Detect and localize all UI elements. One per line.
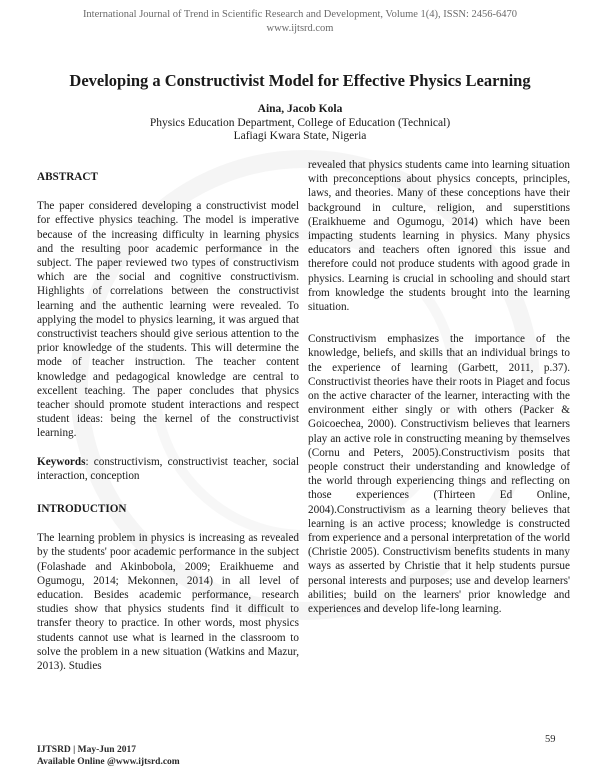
- footer: [37, 744, 180, 768]
- affiliation-line-1: Physics Education Department, College of Education (Technical): [149, 116, 451, 129]
- author-block: [0, 103, 600, 144]
- abstract-text: The paper considered developing a constructivist model for effective physics teaching. The model is imperative because of the increasing difficulty in learning physics and the resulting poor academic performance in the subject. The paper reviewed two types of constructivism which are the social and cognitive constructivism. Highlights of correlations between the constructivist learning and the authentic learning were revealed. To applying the model to physics learning, it was argued that constructivist teachers should give serious attention to the prior knowledge of the students. This will determine the mode of teacher instruction. The teacher content knowledge and pedagogical knowledge are central to excellent teaching. The paper concludes that physics teacher should promote student interactions and respect student ideas: being the kernel of the constructivist learning.: [37, 200, 299, 440]
- abstract-heading: ABSTRACT: [37, 171, 98, 183]
- keywords-text: : constructivism, constructivist teacher, social interaction, conception: [37, 455, 299, 482]
- keywords: [37, 455, 299, 483]
- page-number: 59: [545, 734, 556, 745]
- introduction-heading: INTRODUCTION: [37, 503, 127, 516]
- right-paragraph-1: revealed that physics students came into learning situation with preconceptions about physics concepts, principles, laws, and theories. Many of these conceptions have their background in culture, religion, and superstitions (Eraikhueme and Ogumogu, 2014) which have been impacting students learning in physics. Many physics educators and teachers often ignored this issue and therefore could not produce students with agood grade in physics. Learning is crucial in schooling and should start from knowledge the students brought into the learning situation.: [308, 159, 570, 314]
- journal-header: International Journal of Trend in Scientific Research and Development, Volume 1(4), ISSN: 2456-6470: [82, 9, 518, 20]
- journal-website[interactable]: www.ijtsrd.com: [266, 23, 334, 34]
- footer-website[interactable]: Available Online @www.ijtsrd.com: [37, 757, 180, 767]
- footer-issue: IJTSRD | May-Jun 2017: [37, 745, 136, 755]
- introduction-text: The learning problem in physics is increasing as revealed by the students' poor academic performance in the subject (Folashade and Akinbobola, 2009; Eraikhueme and Ogumogu, 2014; Mekonnen, 2014) in all level of education. Besides academic performance, research studies show that physics students find it difficult to transfer theory to practice. In other words, most physics students cannot use what is learned in the classroom to solve the problem in a new situation (Watkins and Mazur, 2013). Studies: [37, 532, 299, 673]
- author-name: Aina, Jacob Kola: [257, 103, 343, 115]
- paper-title: Developing a Constructivist Model for Effective Physics Learning: [69, 71, 531, 90]
- left-column: [37, 170, 299, 687]
- right-paragraph-2: Constructivism emphasizes the importance of the knowledge, beliefs, and skills that an individual brings to the experience of learning (Garbett, 2011, p.37). Constructivist theories have their roots in Piaget and focus on the active character of the learner, interacting with the environment either singly or with others (Packer & Goicoechea, 2000). Constructivism believes that learners play an active role in constructing meaning by themselves (Cornu and Peters, 2005).Constructivism posits that people construct their understanding and knowledge of the world through experiencing things and reflecting on those experiences (Thirteen Ed Online, 2004).Constructivism as a learning theory believes that learning is an active process; knowledge is constructed from experience and a personal interpretation of the world (Christie 2005). Constructivism benefits students in many ways as asserted by Christie that it help students pursue personal interests and purposes; use and develop learners' abilities; build on the learners' prior knowledge and experiences and develop life-long learning.: [308, 333, 570, 616]
- affiliation-line-2: Lafiagi Kwara State, Nigeria: [233, 130, 367, 142]
- keywords-label: Keywords: [37, 455, 86, 468]
- right-column: [308, 158, 570, 630]
